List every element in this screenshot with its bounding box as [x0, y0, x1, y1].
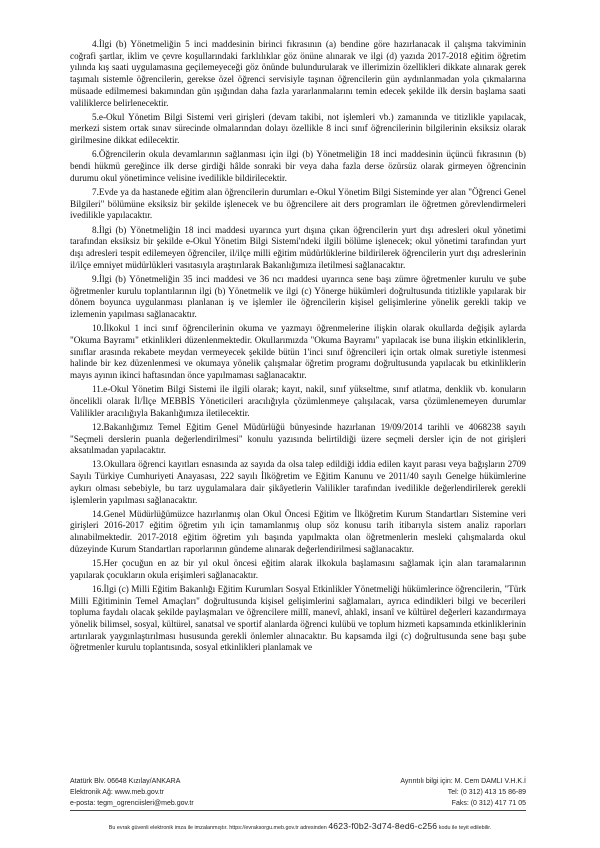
letterhead-footer	[70, 776, 526, 811]
verification-prefix: Bu evrak güvenli elektronik imza ile imzalanmıştır. https://evraksorgu.meb.gov.tr adresinden	[108, 825, 327, 831]
paragraph-8: 8.İlgi (b) Yönetmeliğin 18 inci maddesi uyarınca yurt dışına çıkan öğrencilerin yurt dışı adresleri okul yönetimi tarafından eksiksiz bir şekilde e-Okul Yönetim Bilgi Sistemi'ndeki ilgili bölüme işlenecek; okul yönetimi tarafından yurt dışı adresleri tespit edilemeyen öğrenciler, il/ilçe milli eğitim müdürlüklerine bildirilerek öğrencilerin yurt dışı adreslerinin il/ilçe emniyet müdürlükleri vasıtasıyla araştırılarak Bakanlığımıza iletilmesi sağlanacaktır.	[70, 224, 526, 270]
paragraph-5: 5.e-Okul Yönetim Bilgi Sistemi veri girişleri (devam takibi, not işlemleri vb.) zamanında ve titizlikle yapılacak, merkezi sistem ortak sınav sürecinde olmalarından dolayı özellikle 8 inci sınıf öğrencilerinin bilgilerinin eksiksiz olarak girilmesine dikkat edilecektir.	[70, 111, 526, 146]
paragraph-10: 10.İlkokul 1 inci sınıf öğrencilerinin okuma ve yazmayı öğrenmelerine ilişkin olarak okullarda değişik aylarda "Okuma Bayramı" etkinlikleri düzenlenmektedir. Okullarımızda "Okuma Bayramı" yapılacak ise buna ilişkin etkinliklerin, sınıflar arasında rekabete meydan vermeyecek şekilde bütün 1'inci sınıf öğrencileri için ortak olmak suretiyle istenmesi halinde bir kez düzenlenmesi ve okumaya yönelik çalışmalar öğretim programı doğrultusunda yapılacak bu etkinliklerin mayıs ayının ikinci haftasından önce yapılmaması sağlanacaktır.	[70, 323, 526, 380]
footer-fax: Faks: (0 312) 417 71 05	[451, 800, 526, 808]
footer-contact-person: Ayrıntılı bilgi için: M. Cem DAMLI V.H.K.İ	[400, 778, 526, 785]
verification-suffix: kodu ile teyit edilebilir.	[438, 825, 492, 831]
paragraph-13: 13.Okullara öğrenci kayıtları esnasında az sayıda da olsa talep edildiği iddia edilen kayıt parası veya bağışların 2709 Sayılı Türkiye Cumhuriyeti Anayasası, 222 sayılı İlköğretim ve Eğitim Kanunu ve 2011/40 sayılı Genelge hükümlerine aykırı olması sebebiyle, bu tarz uygulamalara dair şikâyetlerin Valilikler tarafından ivedilikle değerlendirilerek gerekli işlemlerin yapılması sağlanacaktır.	[70, 459, 526, 505]
paragraph-9: 9.İlgi (b) Yönetmeliğin 35 inci maddesi ve 36 ncı maddesi uyarınca sene başı zümre öğretmenler kurulu ve şube öğretmenler kurulu toplantılarının ilgi (b) Yönetmelik ve ilgi (c) Yönerge hükümleri doğrultusunda titizlikle yapılarak bir dönem boyunca uygulanması planlanan iş ve işlemler ile öğrencilerin kişisel gelişimlerine yönelik gerekli takip ve izlemenin yapılması sağlanacaktır.	[70, 273, 526, 319]
footer-address: Atatürk Blv. 06648 Kızılay/ANKARA	[70, 778, 181, 785]
paragraph-7: 7.Evde ya da hastanede eğitim alan öğrencilerin durumları e-Okul Yönetim Bilgi Sisteminde yer alan "Öğrenci Genel Bilgileri" bölümüne eksiksiz bir şekilde işlenecek ve bu öğrencilere ait ders programları ile öğretmen görevlendirmeleri ivedilikle yapılacaktır.	[70, 186, 526, 221]
paragraph-6: 6.Öğrencilerin okula devamlarının sağlanması için ilgi (b) Yönetmeliğin 18 inci maddesinin üçüncü fıkrasının (b) bendi hükmü gereğince ilk derse girdiği hâlde sonraki bir veya daha fazla derse özürsüz olarak girmeyen öğrencinin durumu okul yönetimince velisine ivedilikle bildirilecektir.	[70, 149, 526, 183]
verification-code: 4623-f0b2-3d74-8ed6-c256	[328, 821, 438, 831]
paragraph-15: 15.Her çocuğun en az bir yıl okul öncesi eğitim alarak ilkokula başlamasını sağlamak için alan taramalarının yapılarak çocukların okula erişimleri sağlanacaktır.	[70, 558, 526, 580]
footer-web-link[interactable]: Elektronik Ağ: www.meb.gov.tr	[70, 789, 165, 797]
paragraph-11: 11.e-Okul Yönetim Bilgi Sistemi ile ilgili olarak; kayıt, nakil, sınıf yükseltme, sınıf atlatma, denklik vb. konuların öncelikli olarak İl/İlçe MEBBİS Yöneticileri aracılığıyla çözümlenmeye çalışılacak, varsa çözümlenemeyen durumlar Valilikler aracılığıyla Bakanlığımıza iletilecektir.	[70, 384, 526, 418]
paragraph-16: 16.İlgi (c) Milli Eğitim Bakanlığı Eğitim Kurumları Sosyal Etkinlikler Yönetmeliği hükümlerince öğrencilerin, "Türk Milli Eğitiminin Temel Amaçları" doğrultusunda kişisel gelişimlerini sağlamaları, ayrıca edindikleri bilgi ve becerileri topluma faydalı olacak şekilde paylaşmaları ve öğrencilere millî, manevî, ahlakî, insanî ve kültürel değerleri kazandırmaya yönelik bilimsel, sosyal, kültürel, sanatsal ve sportif alanlarda öğrenci kulübü ve toplum hizmeti kapsamında etkinliklerinin artırılarak yaygınlaştırılması hususunda gerekli önlemler alınacaktır. Bu kapsamda ilgi (c) doğrultusunda sene başı şube öğretmenler kurulu toplantısında, sosyal etkinlikleri planlamak ve	[70, 583, 526, 653]
paragraph-4: 4.İlgi (b) Yönetmeliğin 5 inci maddesinin birinci fıkrasının (a) bendine göre hazırlanacak il çalışma takviminin coğrafi şartlar, iklim ve çevre koşullarındaki farklılıklar göz önüne alınarak ve ilgi (d) yazıda 2017-2018 eğitim öğretim yılında kış saati uygulamasına geçilemeyeceği göz önünde bulundurularak ve illerimizin özellikleri dikkate alınarak gerek taşımalı sistemle öğrencilerin, gerekse özel öğrenci servisiyle taşınan öğrencilerin gün aydınlanmadan yola çıkmalarına müsaade edilmemesi bakımından gün ışığından daha fazla yararlanmalarını temin edecek şekilde ilk dersin başlama saati valiliklerce belirlenecektir.	[70, 39, 526, 108]
paragraph-12: 12.Bakanlığımız Temel Eğitim Genel Müdürlüğü bünyesinde hazırlanan 19/09/2014 tarihli ve 4068238 sayılı "Seçmeli derslerin puanla değerlendirilmesi" konulu yazısında belirtildiği üzere seçmeli dersler için de not girişleri aksatılmadan yapılacaktır.	[70, 421, 526, 456]
footer-email-link[interactable]: e-posta: tegm_ogrenciisleri@meb.gov.tr	[70, 800, 194, 808]
e-signature-verification	[0, 822, 600, 833]
footer-phone: Tel: (0 312) 413 15 86-89	[447, 789, 526, 797]
document-body	[70, 39, 526, 657]
paragraph-14: 14.Genel Müdürlüğümüzce hazırlanmış olan Okul Öncesi Eğitim ve İlköğretim Kurum Standartları Sistemine veri girişleri 2016-2017 eğitim öğretim yılı için tamamlanmış olup söz konusu tarih itibarıyla sistem analiz raporları alınabilmektedir. 2017-2018 eğitim öğretim yılı başında yapılmakta olan öğretmenlerin mesleki çalışmalarda okul düzeyinde Kurum Standartları raporlarının gündeme alınarak değerlendirilmesi sağlanacaktır.	[70, 508, 526, 554]
